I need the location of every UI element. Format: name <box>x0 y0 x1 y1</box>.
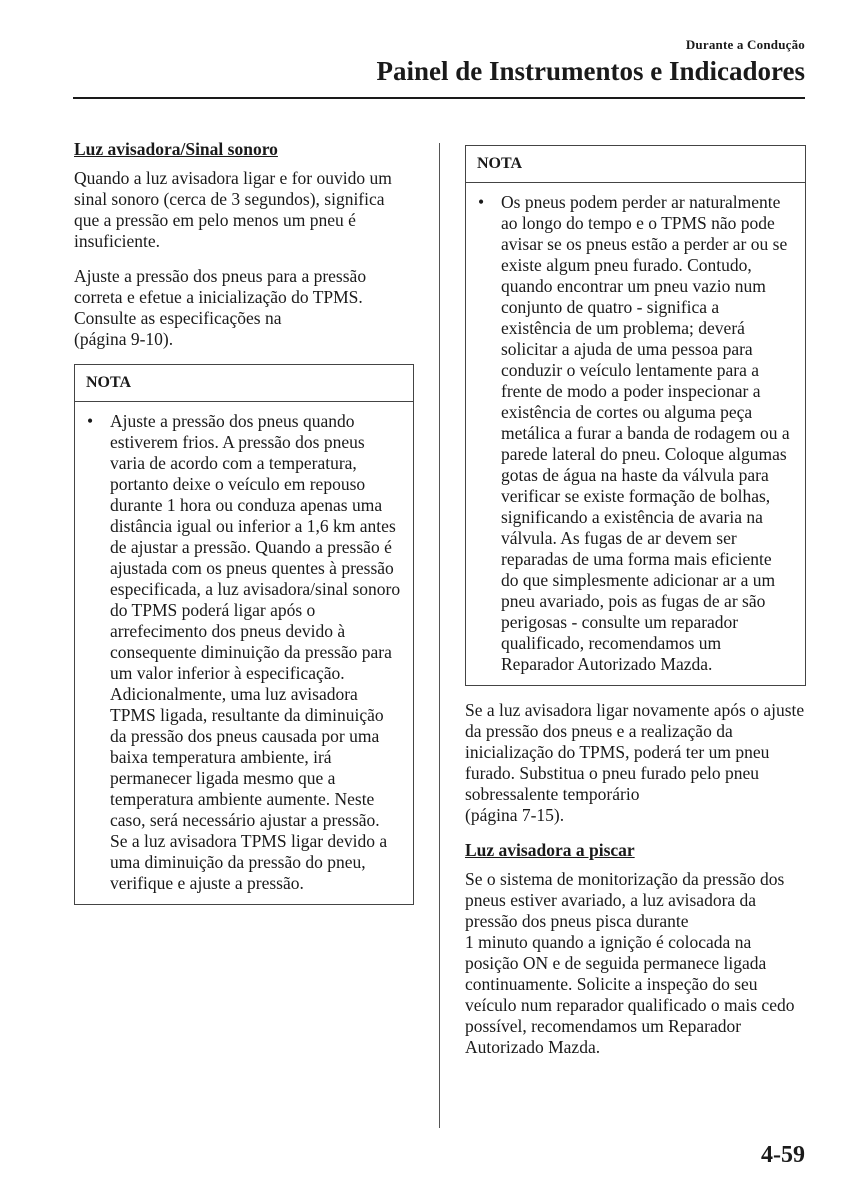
blinking-light-text-2: 1 minuto quando a ignição é colocada na posição ON e de seguida permanece ligada continuamente. Solicite a inspeção do seu veículo num reparador qualificado o mais cedo possível, recomendamos um Reparador Autorizado Mazda. <box>465 932 795 1057</box>
warning-sound-paragraph: Quando a luz avisadora ligar e for ouvido um sinal sonoro (cerca de 3 segundos), significa que a pressão em pelo menos um pneu é insuficiente. <box>74 168 392 251</box>
note-title: NOTA <box>75 365 413 402</box>
column-divider <box>439 143 440 1128</box>
page-reference: (página 7-15). <box>465 805 565 825</box>
bullet-icon: • <box>87 411 94 431</box>
note-title: NOTA <box>466 146 805 183</box>
note-bullet-item <box>87 411 401 894</box>
page-title: Painel de Instrumentos e Indicadores <box>376 56 805 86</box>
bullet-icon: • <box>478 192 485 212</box>
title-rule <box>73 97 805 99</box>
adjust-pressure-text: Ajuste a pressão dos pneus para a pressão correta e efetue a inicialização do TPMS. Consulte as especificações na <box>74 266 367 328</box>
blinking-light-heading: Luz avisadora a piscar <box>465 840 635 860</box>
note-box-air-loss <box>465 145 806 686</box>
note-body <box>75 402 413 904</box>
blinking-light-paragraph <box>465 869 806 1058</box>
note-text: Os pneus podem perder ar naturalmente ao longo do tempo e o TPMS não pode avisar se os pneus estão a perder ar ou se existe algum pneu furado. Contudo, quando encontrar um pneu vazio num conjunto de quatro - significa a existência de um problema; deverá solicitar a ajuda de uma pessoa para conduzir o veículo lentamente para a frente de modo a poder inspecionar a existência de cortes ou alguma peça metálica a furar a banda de rodagem ou a parede lateral do pneu. Coloque algumas gotas de água na haste da válvula para verificar se existe formação de bolhas, significando a existência de avaria na válvula. As fugas de ar devem ser reparadas de uma forma mais eficiente do que simplesmente adicionar ar a um pneu avariado, pois as fugas de ar são perigosas - consulte um reparador qualificado, recomendamos um Reparador Autorizado Mazda. <box>501 192 790 674</box>
note-box-cold-tires <box>74 364 414 905</box>
flat-tire-text: Se a luz avisadora ligar novamente após o ajuste da pressão dos pneus e a realização da inicialização do TPMS, poderá ter um pneu furado. Substitua o pneu furado pelo pneu sobressalente temporário <box>465 700 805 804</box>
note-text: Ajuste a pressão dos pneus quando estiverem frios. A pressão dos pneus varia de acordo com a temperatura, portanto deixe o veículo em repouso durante 1 hora ou conduza apenas uma distância igual ou inferior a 1,6 km antes de ajustar a pressão. Quando a pressão é ajustada com os pneus quentes à pressão especificada, a luz avisadora/sinal sonoro do TPMS poderá ligar após o arrefecimento dos pneus devido à consequente diminuição da pressão para um valor inferior à especificação. Adicionalmente, uma luz avisadora TPMS ligada, resultante da diminuição da pressão dos pneus causada por uma baixa temperatura ambiente, irá permanecer ligada mesmo que a temperatura ambiente aumente. Neste caso, será necessário ajustar a pressão. Se a luz avisadora TPMS ligar devido a uma diminuição da pressão do pneu, verifique e ajuste a pressão. <box>110 411 401 893</box>
right-column <box>465 145 806 1072</box>
left-column <box>74 139 414 919</box>
page-reference: (página 9-10). <box>74 329 174 349</box>
page-number: 4-59 <box>761 1142 805 1168</box>
note-bullet-item <box>478 192 793 675</box>
flat-tire-paragraph <box>465 700 806 826</box>
warning-sound-heading: Luz avisadora/Sinal sonoro <box>74 139 278 159</box>
section-label: Durante a Condução <box>685 37 805 52</box>
adjust-pressure-paragraph <box>74 266 414 350</box>
blinking-light-text-1: Se o sistema de monitorização da pressão dos pneus estiver avariado, a luz avisadora da pressão dos pneus pisca durante <box>465 869 785 931</box>
note-body <box>466 183 805 685</box>
